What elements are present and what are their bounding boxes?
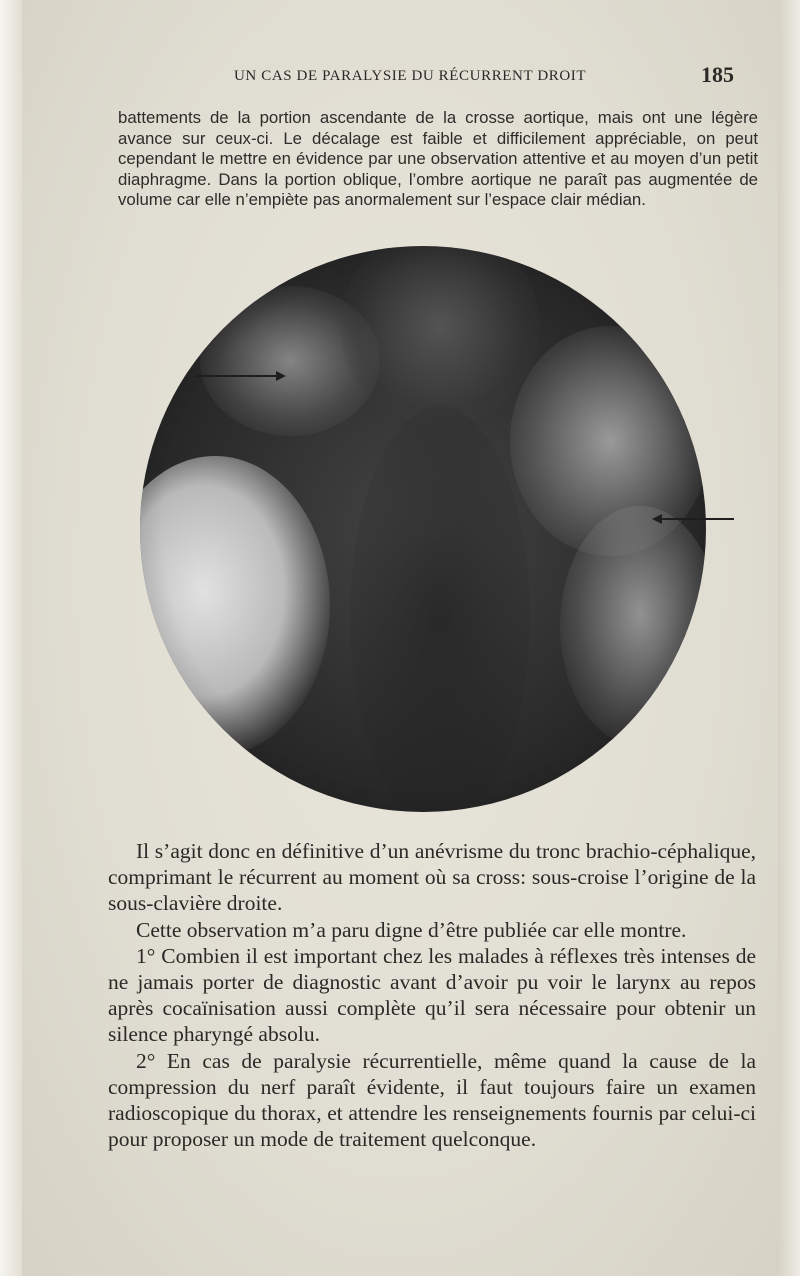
paragraph-observation: Cette observation m’a paru digne d’être publiée car elle montre. xyxy=(136,917,687,942)
arrow-right-icon xyxy=(196,375,284,377)
book-page xyxy=(22,0,778,1276)
top-paragraph: battements de la portion ascendante de la crosse aortique, mais ont une légère avance sur ceux-ci. Le décalage est faible et difficilement appréciable, on peut cependant le mettre en évidence par une observation attentive et au moyen d’un petit diaphragme. Dans la portion oblique, l’ombre aortique ne paraît pas augmentée de volume car elle n’empiète pas anormalement sur l’espace clair médian. xyxy=(118,108,758,210)
xray-figure xyxy=(140,246,706,812)
page-number: 185 xyxy=(701,62,734,87)
paragraph-point-2: 2° En cas de paralysie récurrentielle, même quand la cause de la compression du nerf paraît évidente, il faut toujours faire un examen radioscopique du thorax, et attendre les renseignements fournis par celui-ci pour proposer un mode de traitement quelconque. xyxy=(108,1048,756,1152)
xray-radiograph xyxy=(140,246,706,812)
scan-right-margin xyxy=(778,0,800,1276)
paragraph-point-1: 1° Combien il est important chez les malades à réflexes très intenses de ne jamais porter de diagnostic avant d’avoir pu voir le larynx au repos après cocaïnisation aussi complète qu’il sera nécessaire pour obtenir un silence pharyngé absolu. xyxy=(108,943,756,1047)
arrow-left-icon xyxy=(654,518,734,520)
scan-left-margin xyxy=(0,0,22,1276)
running-title: UN CAS DE PARALYSIE DU RÉCURRENT DROIT xyxy=(234,68,587,84)
paragraph-conclusion: Il s’agit donc en définitive d’un anévrisme du tronc brachio-céphalique, comprimant le récurrent au moment où sa cross: sous-croise l’origine de la sous-clavière droite. xyxy=(108,839,756,916)
body-text xyxy=(108,838,756,1152)
running-head xyxy=(22,64,778,90)
